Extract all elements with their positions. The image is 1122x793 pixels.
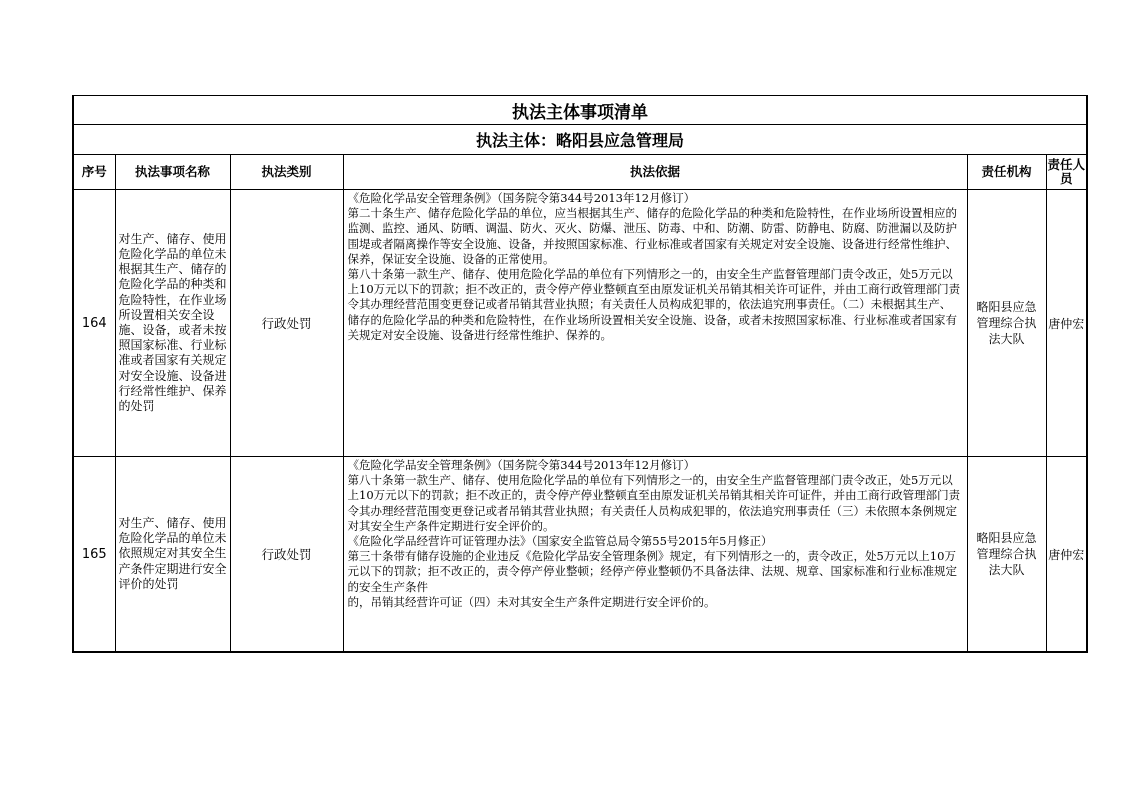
row-seq: 164 <box>73 190 115 457</box>
header-person: 责任人员 <box>1046 155 1087 190</box>
table-row <box>73 190 1087 457</box>
header-basis: 执法依据 <box>343 155 967 190</box>
basis-paragraph: 《危险化学品经营许可证管理办法》（国家安全监管总局令第55号2015年5月修正） <box>347 534 773 549</box>
basis-paragraph: 第三十条带有储存设施的企业违反《危险化学品安全管理条例》规定，有下列情形之一的，责令改正，处5万元以上10万元以下的罚款；拒不改正的，责令停产停业整顿；经停产停业整顿仍不具备法律、法规、规章、国家标准和行业标准规定的安全生产条件 <box>347 549 957 594</box>
enforcement-items-table <box>72 95 1088 653</box>
enforcement-subject: 执法主体：略阳县应急管理局 <box>73 125 1087 155</box>
basis-paragraph: 《危险化学品安全管理条例》（国务院令第344号2013年12月修订） <box>347 191 696 205</box>
basis-paragraph: 《危险化学品安全管理条例》（国务院令第344号2013年12月修订） <box>347 458 696 472</box>
basis-paragraph: 第二十条生产、储存危险化学品的单位，应当根据其生产、储存的危险化学品的种类和危险特性，在作业场所设置相应的监测、监控、通风、防晒、调温、防火、灭火、防爆、泄压、防毒、中和、防潮、防雷、防静电、防腐、防泄漏以及防护围堤或者隔离操作等安全设施、设备，并按照国家标准、行业标准或者国家有关规定对安全设施、设备进行经常性维护、保养，保证安全设施、设备的正常使用。 <box>347 206 957 266</box>
basis-paragraph: 第八十条第一款生产、储存、使用危险化学品的单位有下列情形之一的，由安全生产监督管理部门责令改正，处5万元以上10万元以下的罚款；拒不改正的，责令停产停业整顿直至由原发证机关吊销其相关许可证件，并由工商行政管理部门责令其办理经营范围变更登记或者吊销其营业执照；有关责任人员构成犯罪的，依法追究刑事责任（三）未依照本条例规定对其安全生产条件定期进行安全评价的。 <box>347 473 961 533</box>
row-type: 行政处罚 <box>230 190 343 457</box>
row-item-name: 对生产、储存、使用危险化学品的单位未依照规定对其安全生产条件定期进行安全评价的处罚 <box>115 457 230 653</box>
row-item-name: 对生产、储存、使用危险化学品的单位未根据其生产、储存的危险化学品的种类和危险特性，在作业场所设置相关安全设施、设备，或者未按照国家标准、行业标准或者国家有关规定对安全设施、设备进行经常性维护、保养的处罚 <box>115 190 230 457</box>
header-org: 责任机构 <box>967 155 1046 190</box>
subject-row <box>73 125 1087 155</box>
title-row <box>73 96 1087 125</box>
row-type: 行政处罚 <box>230 457 343 653</box>
row-person: 唐仲宏 <box>1046 457 1087 653</box>
table-title: 执法主体事项清单 <box>73 96 1087 125</box>
row-basis <box>343 190 967 457</box>
row-org: 略阳县应急管理综合执法大队 <box>967 190 1046 457</box>
row-basis <box>343 457 967 653</box>
basis-paragraph: 的，吊销其经营许可证（四）未对其安全生产条件定期进行安全评价的。 <box>347 594 716 609</box>
header-name: 执法事项名称 <box>115 155 230 190</box>
header-seq: 序号 <box>73 155 115 190</box>
table-row <box>73 457 1087 653</box>
row-person: 唐仲宏 <box>1046 190 1087 457</box>
basis-paragraph: 第八十条第一款生产、储存、使用危险化学品的单位有下列情形之一的，由安全生产监督管理部门责令改正，处5万元以上10万元以下的罚款；拒不改正的，责令停产停业整顿直至由原发证机关吊销其相关许可证件，并由工商行政管理部门责令其办理经营范围变更登记或者吊销其营业执照；有关责任人员构成犯罪的，依法追究刑事责任。（二）未根据其生产、储存的危险化学品的种类和危险特性，在作业场所设置相关安全设施、设备，或者未按照国家标准、行业标准或者国家有关规定对安全设施、设备进行经常性维护、保养的。 <box>347 267 961 342</box>
header-row <box>73 155 1087 190</box>
header-type: 执法类别 <box>230 155 343 190</box>
row-seq: 165 <box>73 457 115 653</box>
row-org: 略阳县应急管理综合执法大队 <box>967 457 1046 653</box>
